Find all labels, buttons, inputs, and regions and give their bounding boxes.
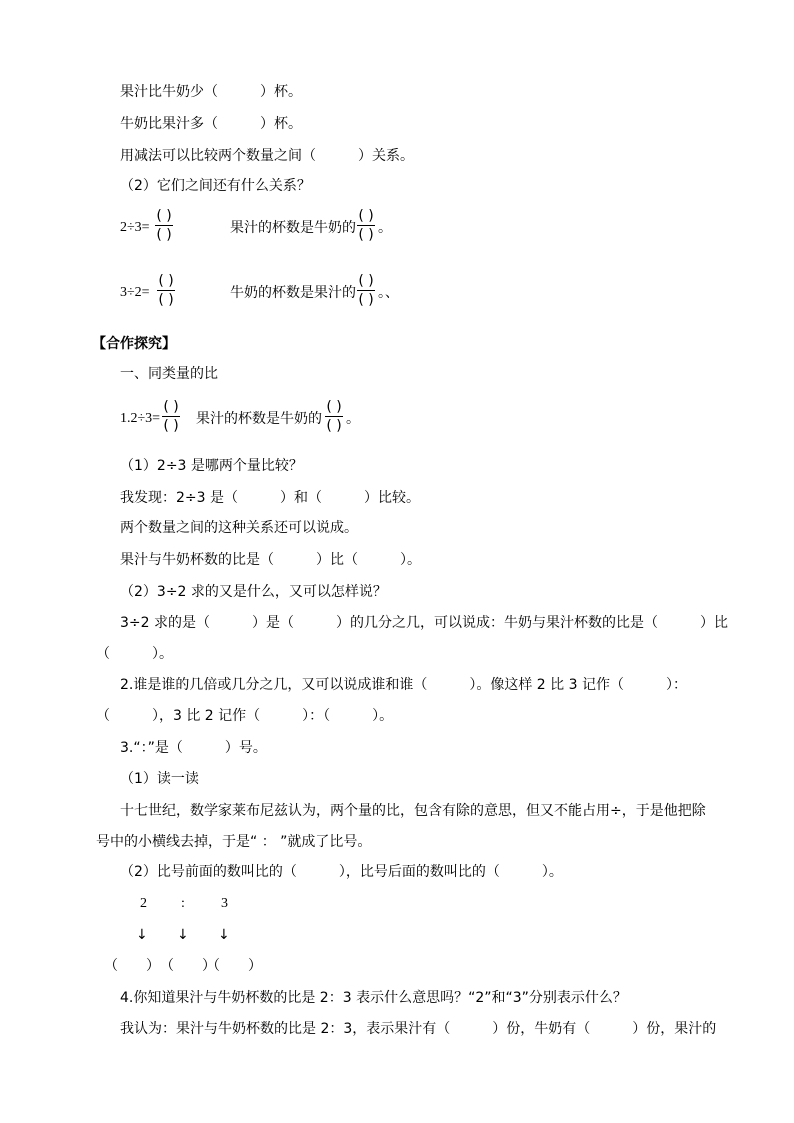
question-4: 4.你知道果汁与牛奶杯数的比是 2：3 表示什么意思吗？“2”和“3”分别表示什么？: [120, 990, 627, 1006]
arrow-down-icon: ↓: [136, 927, 148, 943]
diagram-blank: （ ）: [104, 958, 160, 974]
line-i-think: 我认为：果汁与牛奶杯数的比是 2：3，表示果汁有（ ）份，牛奶有（ ）份，果汁的: [120, 1021, 717, 1037]
line-history: 十七世纪，数学家莱布尼兹认为，两个量的比，包含有除的意思，但又不能占用÷，于是他把除: [120, 803, 706, 819]
line-i-found: 我发现：2÷3 是（ ）和（ ）比较。: [120, 490, 420, 506]
diagram-blank: （ ）: [206, 958, 262, 974]
line-read: （1）读一读: [120, 771, 199, 787]
text-milk-of-juice: 牛奶的杯数是果汁的: [230, 285, 356, 301]
text-juice-of-milk: 果汁的杯数是牛奶的: [230, 220, 356, 236]
diagram-number-3: 3: [221, 896, 228, 911]
line-2-notation-cont: （ ），3 比 2 记作（ ）：（ ）。: [96, 708, 394, 724]
fraction-blank: ( ) ( ): [156, 208, 172, 243]
expr-3div2: 3÷2=: [120, 285, 150, 300]
expr-1-2div3: 1.2÷3=: [120, 411, 161, 426]
line-other-relation: （2）它们之间还有什么关系？: [120, 178, 311, 194]
fraction-blank: ( ) ( ): [326, 399, 342, 434]
subheading-same-type-ratio: 一、同类量的比: [120, 366, 218, 382]
line-history-cont: 号中的小横线去掉，于是“ ： ”就成了比号。: [96, 834, 372, 850]
fraction-blank: ( ) ( ): [358, 273, 374, 308]
arrow-down-icon: ↓: [177, 927, 189, 943]
text-period: 。、: [378, 285, 399, 301]
line-2-notation: 2.谁是谁的几倍或几分之几，又可以说成谁和谁（ ）。像这样 2 比 3 记作（ ）：: [120, 677, 687, 693]
fraction-blank: ( ) ( ): [163, 399, 179, 434]
line-milk-more: 牛奶比果汁多（ ）杯。: [120, 116, 302, 132]
arrow-down-icon: ↓: [218, 927, 230, 943]
fraction-blank: ( ) ( ): [158, 273, 174, 308]
expr-2div3: 2÷3=: [120, 220, 150, 235]
diagram-blank: （ ）: [160, 958, 216, 974]
text-period: 。: [346, 411, 360, 427]
line-ratio-parts: （2）比号前面的数叫比的（ ），比号后面的数叫比的（ ）。: [120, 864, 563, 880]
section-heading: 【合作探究】: [92, 336, 176, 352]
question-1: （1）2÷3 是哪两个量比较？: [120, 458, 303, 474]
line-relation-said: 两个数量之间的这种关系还可以说成。: [120, 520, 358, 536]
line-3div2-meaning: 3÷2 求的是（ ）是（ ）的几分之几，可以说成：牛奶与果汁杯数的比是（ ）比: [120, 615, 728, 631]
line-3-colon: 3.“：”是（ ）号。: [120, 740, 267, 756]
diagram-colon: :: [181, 896, 185, 911]
line-ratio-juice-milk: 果汁与牛奶杯数的比是（ ）比（ ）。: [120, 552, 421, 568]
line-subtraction: 用减法可以比较两个数量之间（ ）关系。: [120, 148, 414, 164]
text-juice-of-milk: 果汁的杯数是牛奶的: [196, 411, 322, 427]
question-2: （2）3÷2 求的又是什么，又可以怎样说？: [120, 584, 387, 600]
line-3div2-meaning-cont: （ ）。: [96, 646, 173, 662]
fraction-blank: ( ) ( ): [358, 208, 374, 243]
line-juice-less: 果汁比牛奶少（ ）杯。: [120, 84, 302, 100]
diagram-number-2: 2: [140, 896, 147, 911]
text-period: 。: [378, 220, 392, 236]
